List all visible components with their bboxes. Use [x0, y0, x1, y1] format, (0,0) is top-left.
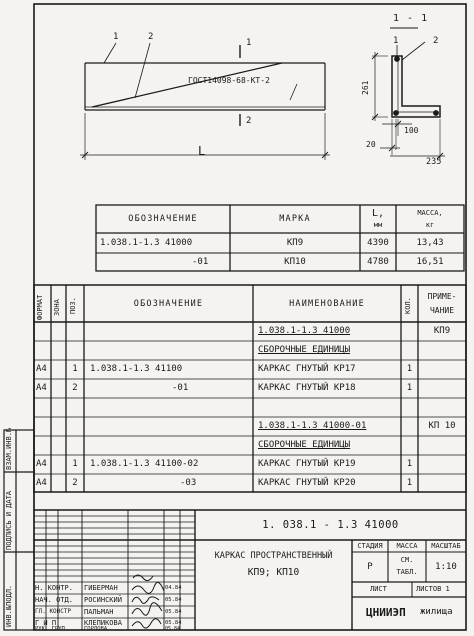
- gost-note: ГОСТ14098-68-КТ-2: [188, 76, 270, 85]
- section-title: 1 - 1: [393, 13, 429, 24]
- staff-3-role: ГЛ. КОНСТР: [35, 608, 72, 615]
- dim-20: 20: [366, 140, 376, 149]
- section-mark-bottom: 2: [246, 116, 252, 126]
- spec-row-9-pos: 2: [72, 478, 78, 488]
- staff-1-date: 04.84: [165, 585, 182, 591]
- spec-row-1-name: 1.038.1-1.3 41000: [258, 326, 351, 336]
- spec-row-9-qty: 1: [406, 478, 413, 488]
- title-line-2: КП9; КП10: [247, 567, 300, 578]
- staff-1-role: Н. КОНТР.: [35, 584, 73, 592]
- marks-row-1-length: 4390: [367, 238, 389, 248]
- plan-view: [80, 43, 330, 160]
- sheet-label: ЛИСТ: [370, 585, 387, 593]
- marks-row-2-designation: -01: [192, 257, 209, 267]
- spec-row-8-name: КАРКАС ГНУТЫЙ КР19: [258, 459, 356, 469]
- spec-row-8-pos: 1: [72, 459, 78, 469]
- title-line-1: КАРКАС ПРОСТРАНСТВЕННЫЙ: [214, 551, 333, 561]
- staff-5-name: ГОРЛОВА: [84, 626, 108, 632]
- stage-label: СТАДИЯ: [357, 542, 383, 550]
- staff-2-date: 05.84: [165, 597, 182, 603]
- spec-row-4-format: А4: [36, 383, 47, 393]
- spec-header-qty: КОЛ.: [404, 297, 412, 314]
- staff-2-role: НАЧ. ОТД.: [35, 596, 73, 604]
- spec-row-4-qty: 1: [406, 383, 413, 393]
- spec-row-9-name: КАРКАС ГНУТЫЙ КР20: [258, 478, 356, 488]
- spec-header-pos: ПОЗ.: [69, 297, 77, 314]
- side-stamp-inv-podl: ИНВ.№ПОДЛ.: [5, 584, 13, 627]
- spec-row-3-designation: 1.038.1-1.3 41100: [90, 364, 183, 374]
- spec-row-4-designation: -01: [172, 383, 189, 393]
- spec-header-name: НАИМЕНОВАНИЕ: [289, 299, 365, 309]
- plan-label-2: 2: [148, 32, 154, 42]
- spec-header-note-2: ЧАНИЕ: [429, 306, 455, 315]
- spec-row-4-name: КАРКАС ГНУТЫЙ КР18: [258, 383, 356, 393]
- staff-3-name: ПАЛЬМАН: [84, 608, 114, 616]
- section-mark-top: 1: [246, 38, 252, 48]
- marks-row-1-mass: 13,43: [416, 238, 444, 248]
- mass-label: МАССА: [396, 542, 418, 550]
- spec-row-9-format: А4: [36, 478, 47, 488]
- doc-number: 1. 038.1 - 1.3 41000: [262, 519, 399, 531]
- spec-row-3-pos: 1: [72, 364, 78, 374]
- marks-row-2-length: 4780: [367, 257, 389, 267]
- marks-header-length: L,: [371, 208, 385, 219]
- dim-235: 235: [426, 157, 442, 167]
- staff-5-role: РУК. ГРУП: [35, 626, 65, 632]
- spec-row-8-designation: 1.038.1-1.3 41100-02: [90, 459, 199, 469]
- signatures: [132, 575, 164, 628]
- dim-100: 100: [404, 126, 419, 135]
- staff-5-date: 05.84: [165, 626, 181, 632]
- marks-header-mass: МАССА,: [417, 209, 443, 217]
- spec-row-3-name: КАРКАС ГНУТЫЙ КР17: [258, 364, 356, 374]
- staff-4-role: Г И П: [35, 619, 57, 627]
- marks-row-2-mass: 16,51: [416, 257, 444, 267]
- spec-header-zone: ЗОНА: [53, 299, 61, 316]
- spec-row-8-format: А4: [36, 459, 47, 469]
- staff-3-date: 05.84: [165, 609, 182, 615]
- spec-row-3-format: А4: [36, 364, 47, 374]
- side-stamp-inv-replace: ВЗАМ.ИНВ.№: [5, 427, 13, 470]
- staff-4-name: КЛЕПИКОВА: [84, 619, 122, 627]
- spec-row-3-qty: 1: [406, 364, 413, 374]
- spec-header-format: ФОРМАТ: [36, 294, 44, 320]
- spec-row-9-designation: -03: [180, 478, 197, 488]
- length-symbol: L: [198, 144, 206, 158]
- marks-row-1-designation: 1.038.1-1.3 41000: [100, 238, 193, 248]
- sheets-label: ЛИСТОВ 1: [416, 585, 450, 593]
- marks-header-designation: ОБОЗНАЧЕНИЕ: [128, 214, 198, 224]
- mass-value-2: ТАБЛ.: [396, 568, 418, 576]
- dim-261: 261: [361, 80, 370, 95]
- spec-row-1-note: КП9: [433, 326, 451, 336]
- marks-header-mass-unit: кг: [425, 221, 435, 229]
- plan-label-1: 1: [113, 32, 119, 42]
- stage-value: Р: [367, 562, 373, 572]
- spec-row-2-name: СБОРОЧНЫЕ ЕДИНИЦЫ: [258, 345, 351, 355]
- spec-header-note-1: ПРИМЕ-: [427, 292, 457, 301]
- marks-row-2-mark: КП10: [284, 257, 306, 267]
- marks-row-1-mark: КП9: [286, 238, 304, 248]
- staff-1-name: ГИБЕРМАН: [84, 584, 118, 592]
- spec-row-6-name: 1.038.1-1.3 41000-01: [258, 421, 367, 431]
- scale-value: 1:10: [435, 562, 457, 572]
- side-stamp-sign-date: ПОДПИСЬ И ДАТА: [5, 490, 13, 550]
- staff-2-name: РОСИНСКИЙ: [84, 596, 122, 604]
- spec-header-designation: ОБОЗНАЧЕНИЕ: [133, 299, 204, 309]
- staff-4-date: 05.84: [165, 620, 182, 626]
- org-suffix: жилища: [420, 607, 453, 617]
- section-label-1: 1: [393, 36, 399, 46]
- marks-header-mark: МАРКА: [279, 214, 311, 224]
- mass-value-1: СМ.: [400, 556, 414, 564]
- marks-header-length-unit: мм: [373, 221, 383, 229]
- spec-row-6-note: КП 10: [428, 421, 456, 431]
- spec-row-4-pos: 2: [72, 383, 78, 393]
- scale-label: МАСШТАБ: [431, 542, 461, 550]
- spec-row-8-qty: 1: [406, 459, 413, 469]
- org-name: ЦНИИЭП: [366, 606, 406, 619]
- section-label-2: 2: [433, 36, 439, 46]
- section-view: [372, 28, 445, 160]
- spec-row-7-name: СБОРОЧНЫЕ ЕДИНИЦЫ: [258, 440, 351, 450]
